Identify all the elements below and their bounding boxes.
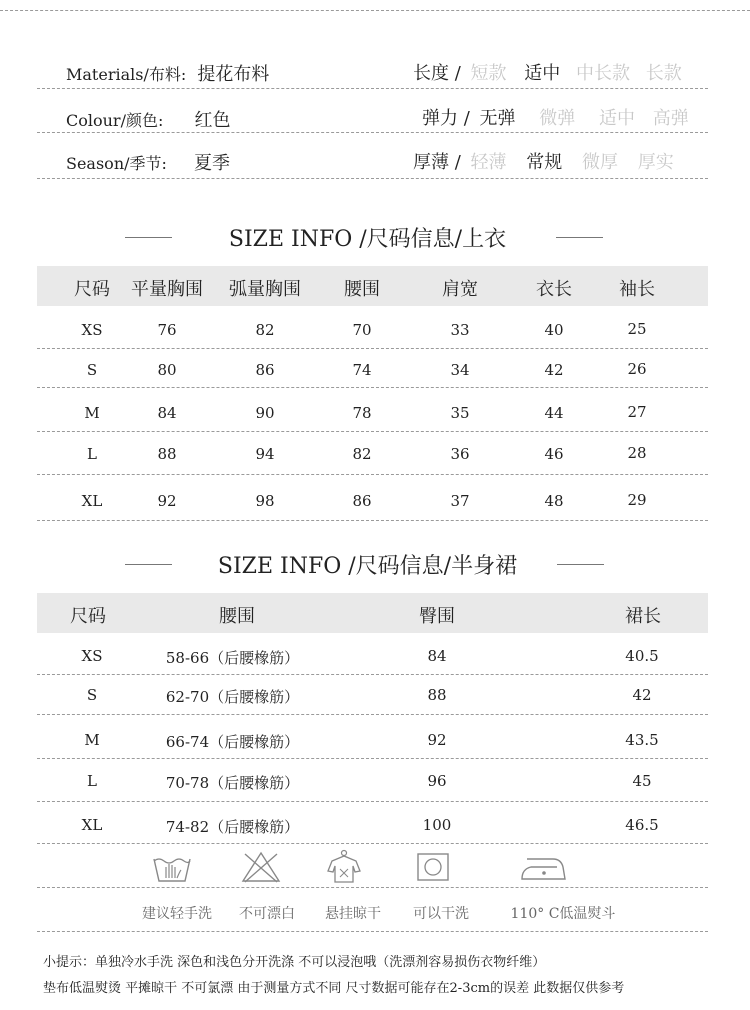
row-divider <box>37 474 708 475</box>
length-option: 长款 <box>645 63 682 84</box>
cell-length: 45 <box>632 772 652 790</box>
colour-label: Colour/颜色: <box>66 111 164 130</box>
cell-size: XS <box>81 321 103 339</box>
length-option: 中长款 <box>576 63 630 84</box>
cell-arc-chest: 82 <box>255 321 275 339</box>
cell-sleeve: 26 <box>627 360 647 378</box>
elasticity-option: 微弹 <box>539 108 576 129</box>
cell-hip: 100 <box>422 816 452 834</box>
cell-size: S <box>86 686 98 704</box>
cell-size: L <box>87 445 97 463</box>
cell-flat-chest: 80 <box>157 361 177 379</box>
top-header-arc-chest: 弧量胸围 <box>229 279 301 300</box>
cell-length: 44 <box>544 404 564 422</box>
skirt-header-waist: 腰围 <box>219 606 255 627</box>
elasticity-option: 高弹 <box>652 108 689 129</box>
cell-waist: 78 <box>352 404 372 422</box>
cell-arc-chest: 90 <box>255 404 275 422</box>
tip-line-2: 垫布低温熨烫 平摊晾干 不可氯漂 由于测量方式不同 尺寸数据可能存在2-3cm的误差 此数据仅供参考 <box>43 981 625 996</box>
colour-row <box>66 106 230 132</box>
care-label-no-bleach: 不可漂白 <box>239 906 295 922</box>
materials-row <box>66 60 269 86</box>
skirt-header-hip: 臀围 <box>419 606 455 627</box>
season-value: 夏季 <box>194 153 230 174</box>
skirt-header-length: 裙长 <box>625 606 661 627</box>
thickness-option: 微厚 <box>582 152 618 173</box>
top-header-shoulder: 肩宽 <box>442 279 478 300</box>
cell-size: XL <box>81 492 103 510</box>
top-header-size: 尺码 <box>74 279 110 300</box>
elasticity-label: 弹力 / <box>422 108 470 129</box>
materials-value: 提花布料 <box>197 64 270 85</box>
cell-shoulder: 34 <box>450 361 470 379</box>
cell-arc-chest: 94 <box>255 445 275 463</box>
cell-waist: 86 <box>352 492 372 510</box>
cell-waist: 70-78（后腰橡筋） <box>165 774 300 792</box>
cell-shoulder: 36 <box>450 445 470 463</box>
cell-shoulder: 37 <box>450 492 470 510</box>
cell-waist: 58-66（后腰橡筋） <box>165 649 300 667</box>
cell-flat-chest: 88 <box>157 445 177 463</box>
cell-flat-chest: 84 <box>157 404 177 422</box>
cell-waist: 70 <box>352 321 372 339</box>
cell-sleeve: 25 <box>627 320 647 338</box>
top-header-length: 衣长 <box>536 279 572 300</box>
thickness-label: 厚薄 / <box>413 152 461 173</box>
care-label-hand-wash: 建议轻手洗 <box>142 906 212 922</box>
cell-flat-chest: 92 <box>157 492 177 510</box>
no-bleach-icon <box>239 850 283 884</box>
cell-length: 42 <box>544 361 564 379</box>
cell-arc-chest: 98 <box>255 492 275 510</box>
row-divider <box>37 387 708 388</box>
cell-hip: 96 <box>427 772 447 790</box>
length-option: 短款 <box>470 63 507 84</box>
row-divider <box>37 348 708 349</box>
cell-length: 46 <box>544 445 564 463</box>
top-table-title: SIZE INFO /尺码信息/上衣 <box>228 227 507 252</box>
title-rule-right <box>557 564 604 565</box>
top-table-header <box>37 266 708 306</box>
thickness-option: 厚实 <box>637 152 674 173</box>
cell-waist: 62-70（后腰橡筋） <box>165 688 300 706</box>
cell-size: XL <box>81 816 103 834</box>
cell-sleeve: 27 <box>627 403 647 421</box>
cell-length: 42 <box>632 686 652 704</box>
iron-low-icon <box>519 853 567 883</box>
length-option-selected: 适中 <box>524 63 561 84</box>
thickness-option: 轻薄 <box>470 152 507 173</box>
cell-size: XS <box>81 647 103 665</box>
top-header-sleeve: 袖长 <box>619 279 655 300</box>
row-divider <box>37 674 708 675</box>
title-rule-left <box>125 237 172 238</box>
cell-size: M <box>84 404 100 422</box>
cell-length: 43.5 <box>625 731 659 749</box>
cell-length: 48 <box>544 492 564 510</box>
thickness-option-selected: 常规 <box>526 152 563 173</box>
elasticity-option-selected: 无弹 <box>479 108 516 129</box>
care-divider <box>37 887 708 888</box>
cell-shoulder: 35 <box>450 404 470 422</box>
colour-value: 红色 <box>194 110 231 131</box>
cell-flat-chest: 76 <box>157 321 177 339</box>
cell-sleeve: 29 <box>627 491 647 509</box>
row-divider <box>37 843 708 844</box>
attr-divider <box>37 132 708 133</box>
length-label: 长度 / <box>413 63 461 84</box>
length-row <box>413 59 682 85</box>
skirt-header-size: 尺码 <box>70 606 106 627</box>
care-label-iron: 110° C低温熨斗 <box>510 906 616 922</box>
materials-label: Materials/布料: <box>66 65 187 84</box>
cell-waist: 66-74（后腰橡筋） <box>165 733 300 751</box>
top-header-flat-chest: 平量胸围 <box>131 279 203 300</box>
hand-wash-icon <box>150 851 194 885</box>
attr-divider <box>37 88 708 89</box>
cell-sleeve: 28 <box>627 444 647 462</box>
season-label: Season/季节: <box>66 154 167 173</box>
cell-hip: 88 <box>427 686 447 704</box>
cell-size: S <box>86 361 98 379</box>
care-divider <box>37 931 708 932</box>
care-label-dry-clean: 可以干洗 <box>413 906 469 922</box>
season-row <box>66 149 230 175</box>
row-divider <box>37 801 708 802</box>
title-rule-left <box>125 564 172 565</box>
tip-line-1: 小提示：单独冷水手洗 深色和浅色分开洗涤 不可以浸泡哦（洗漂剂容易损伤衣物纤维） <box>43 955 546 970</box>
elasticity-option: 适中 <box>599 108 635 129</box>
care-label-hang-dry: 悬挂晾干 <box>325 906 381 922</box>
top-divider <box>0 10 750 11</box>
top-header-waist: 腰围 <box>344 279 380 300</box>
hang-dry-icon <box>322 849 366 885</box>
cell-waist: 74-82（后腰橡筋） <box>165 818 300 836</box>
cell-length: 40 <box>544 321 564 339</box>
elasticity-row <box>422 104 689 130</box>
cell-hip: 84 <box>427 647 447 665</box>
row-divider <box>37 520 708 521</box>
attr-divider <box>37 178 708 179</box>
cell-hip: 92 <box>427 731 447 749</box>
cell-size: L <box>87 772 97 790</box>
cell-shoulder: 33 <box>450 321 470 339</box>
cell-arc-chest: 86 <box>255 361 275 379</box>
cell-waist: 74 <box>352 361 372 379</box>
thickness-row <box>413 148 674 174</box>
skirt-table-header <box>37 593 708 633</box>
cell-length: 40.5 <box>625 647 659 665</box>
cell-length: 46.5 <box>625 816 659 834</box>
cell-size: M <box>84 731 100 749</box>
tumble-dry-icon <box>416 852 450 882</box>
row-divider <box>37 758 708 759</box>
row-divider <box>37 714 708 715</box>
skirt-table-title: SIZE INFO /尺码信息/半身裙 <box>217 554 518 579</box>
title-rule-right <box>556 237 603 238</box>
cell-waist: 82 <box>352 445 372 463</box>
row-divider <box>37 431 708 432</box>
